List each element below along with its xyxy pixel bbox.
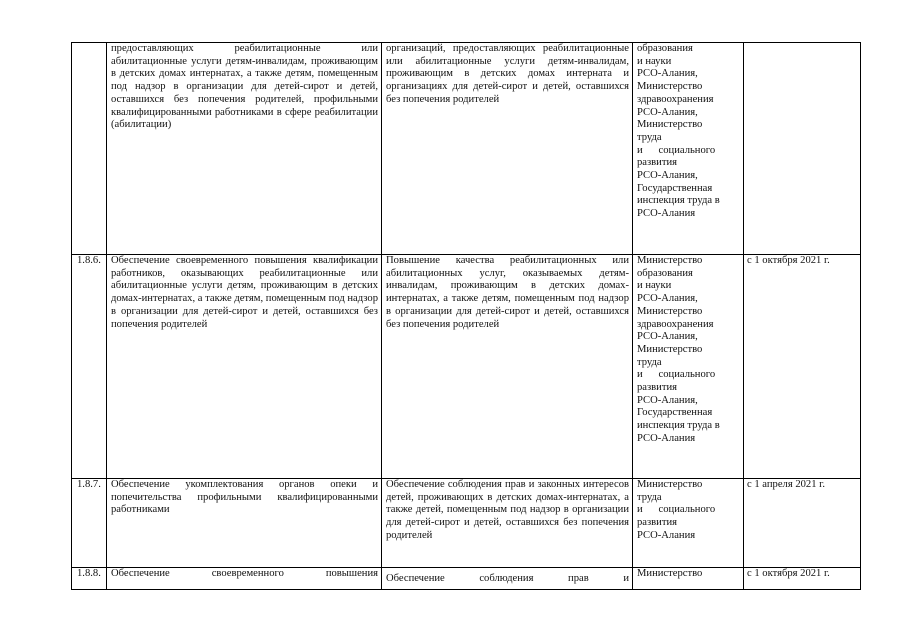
executor-line: Министерство — [637, 343, 703, 355]
measure-name-cell: предоставляющих реабилитационные или абилитационные услуги детям-инвалидам, проживающим в детских домах интернатах, а также детям, помещенным под надзор в организации для детей-сирот и детей, оставшихся без попечения родителей, профильными квалифицированными работниками в сфере реабилитации (абилитации) — [107, 43, 382, 255]
executor-line: РСО-Алания, — [637, 293, 698, 305]
executor-line: РСО-Алания, — [637, 331, 698, 343]
item-number-cell: 1.8.8. — [72, 568, 107, 590]
executor-line: Министерство — [637, 119, 703, 131]
table-row — [72, 479, 861, 568]
executor-line: инспекция труда в — [637, 195, 720, 207]
action-plan-table — [71, 42, 861, 590]
expected-result-cell: Повышение качества реабилитационных или абилитационных услуг, оказываемых детям-инвалидам, проживающим в детских домах-интернатах, а также детям, помещенным под надзор в организации для детей-сирот и детей, оставшихся без попечения родителей — [382, 255, 633, 479]
expected-result-text: Обеспечение соблюдения прав и — [386, 573, 629, 584]
executor-line: Министерство — [637, 255, 703, 266]
item-number-cell — [72, 43, 107, 255]
executor-line: РСО-Алания — [637, 208, 696, 220]
item-number-cell: 1.8.6. — [72, 255, 107, 479]
executor-line: РСО-Алания — [637, 432, 696, 444]
executor-line: и науки — [637, 280, 672, 292]
executor-line: РСО-Алания, — [637, 394, 698, 406]
item-number-cell: 1.8.7. — [72, 479, 107, 568]
executor-line: здравоохранения — [637, 93, 714, 105]
executor-line: здравоохранения — [637, 318, 714, 330]
executor-line: Министерство — [637, 305, 703, 317]
deadline-cell: с 1 октября 2021 г. — [744, 255, 861, 479]
expected-result-cell — [382, 568, 633, 590]
executor-line: развития — [637, 517, 678, 529]
executor-line: труда — [637, 131, 662, 143]
deadline-cell — [744, 43, 861, 255]
executor-line: образования — [637, 43, 693, 54]
executor-line: труда — [637, 356, 662, 368]
executor-line: и науки — [637, 55, 672, 67]
executor-line: Государственная — [637, 182, 713, 194]
executor-line: развития — [637, 157, 678, 169]
table-row — [72, 568, 861, 590]
table-row — [72, 43, 861, 255]
executor-line: Государственная — [637, 407, 713, 419]
executor-line: развития — [637, 382, 678, 394]
executor-line: образования — [637, 267, 693, 279]
measure-name-cell: Обеспечение своевременного повышения квалификации работников, оказывающих реабилитационные или абилитационные услуги детям, проживающим в детских домах-интернатах, а также детям, помещенным под надзор в организации для детей-сирот и детей, оставшихся без попечения родителей — [107, 255, 382, 479]
expected-result-cell: Обеспечение соблюдения прав и законных интересов детей, проживающих в детских домах-интернатах, а также детей, помещенным под надзор в организации для детей-сирот и детей, оставшихся без попечения родителей — [382, 479, 633, 568]
executor-line: Министерство — [637, 479, 703, 490]
deadline-cell: с 1 апреля 2021 г. — [744, 479, 861, 568]
executor-line: Министерство — [637, 568, 703, 579]
executors-cell — [633, 479, 744, 568]
executors-cell — [633, 568, 744, 590]
executor-line: РСО-Алания — [637, 529, 696, 541]
executor-line: и социального — [637, 504, 716, 516]
executor-line: и социального — [637, 144, 716, 156]
executor-line: инспекция труда в — [637, 420, 720, 432]
executor-line: РСО-Алания, — [637, 106, 698, 118]
expected-result-cell: организаций, предоставляющих реабилитационные или абилитационные услуги детям-инвалидам, проживающим в детских домах интерната и организациях для детей-сирот и детей, оставшихся без попечения родителей — [382, 43, 633, 255]
measure-name-cell: Обеспечение укомплектования органов опеки и попечительства профильными квалифицированными работниками — [107, 479, 382, 568]
deadline-cell: с 1 октября 2021 г. — [744, 568, 861, 590]
executor-line: и социального — [637, 369, 716, 381]
executor-line: труда — [637, 491, 662, 503]
executors-cell — [633, 255, 744, 479]
measure-name-text: Обеспечение своевременного повышения — [111, 568, 378, 579]
table-row — [72, 255, 861, 479]
measure-name-cell — [107, 568, 382, 590]
executor-line: Министерство — [637, 81, 703, 93]
executor-line: РСО-Алания, — [637, 68, 698, 80]
executors-cell — [633, 43, 744, 255]
executor-line: РСО-Алания, — [637, 170, 698, 182]
